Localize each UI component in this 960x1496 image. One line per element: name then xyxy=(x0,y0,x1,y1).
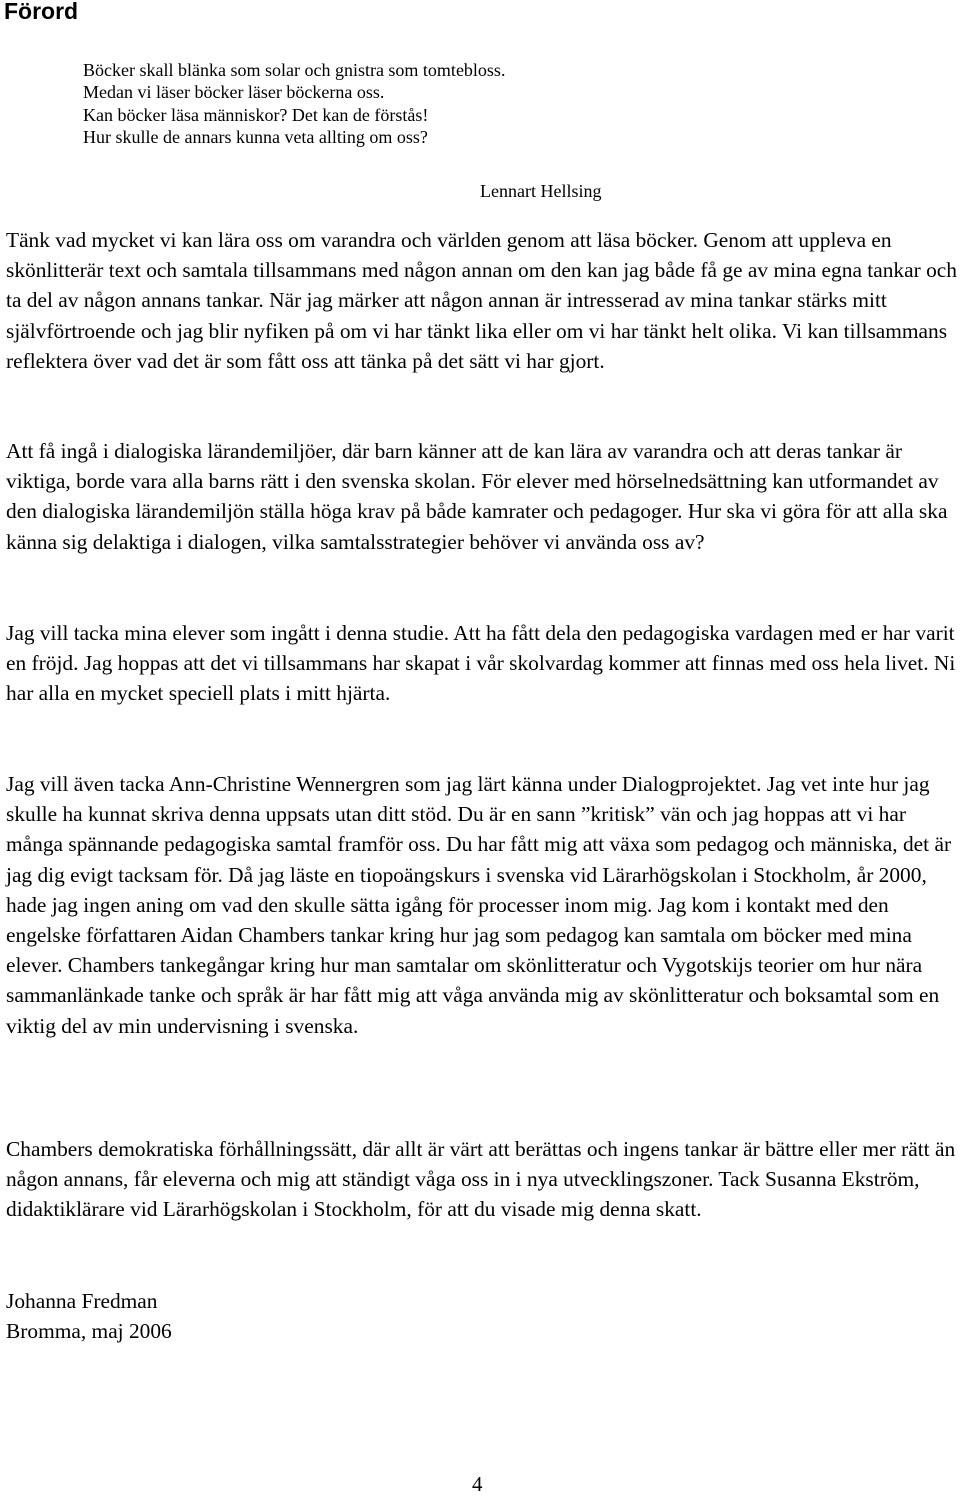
poem-author: Lennart Hellsing xyxy=(480,181,602,201)
place-date: Bromma, maj 2006 xyxy=(6,1319,172,1344)
page-number: 4 xyxy=(472,1472,483,1496)
signature-block xyxy=(6,1286,172,1346)
paragraph: Tänk vad mycket vi kan lära oss om varandra och världen genom att läsa böcker. Genom att uppleva en skönlitterär text och samtala tillsammans med någon annan om den kan jag både få ge av mina egna tankar och ta del av någon annans tankar. När jag märker att någon annan är intresserad av mina tankar stärks mitt självförtroende och jag blir nyfiken på om vi har tänkt lika eller om vi har tänkt helt olika. Vi kan tillsammans reflektera över vad det är som fått oss att tänka på det sätt vi har gjort. xyxy=(6,228,957,373)
author-name: Johanna Fredman xyxy=(6,1289,158,1313)
paragraph: Att få ingå i dialogiska lärandemiljöer, där barn känner att de kan lära av varandra och att deras tankar är viktiga, borde vara alla barns rätt i den svenska skolan. För elever med hörselnedsättning kan utformandet av den dialogiska lärandemiljön ställa höga krav på både kamrater och pedagoger. Hur ska vi göra för att alla ska känna sig delaktiga i dialogen, vilka samtalsstrategier behöver vi använda oss av? xyxy=(6,439,948,554)
epigraph-poem xyxy=(83,59,505,149)
poem-line: Hur skulle de annars kunna veta allting om oss? xyxy=(83,127,428,148)
paragraph: Jag vill även tacka Ann-Christine Wennergren som jag lärt känna under Dialogprojektet. Jag vet inte hur jag skulle ha kunnat skriva denna uppsats utan ditt stöd. Du är en sann ”kritisk” vän och jag hoppas att vi har många spännande pedagogiska samtal framför oss. Du har fått mig att växa som pedagog och människa, det är jag dig evigt tacksam för. Då jag läste en tiopoängskurs i svenska vid Lärarhögskolan i Stockholm, år 2000, hade jag ingen aning om vad den skulle sätta igång för processer inom mig. Jag kom i kontakt med den engelske författaren Aidan Chambers tankar kring hur jag som pedagog kan samtala om böcker med mina elever. Chambers tankegångar kring hur man samtalar om skönlitteratur och Vygotskijs teorier om hur nära sammanlänkade tanke och språk är har fått mig att våga använda mig av skönlitteratur och boksamtal som en viktig del av min undervisning i svenska. xyxy=(6,772,952,1038)
page-title: Förord xyxy=(4,0,79,24)
paragraph: Chambers demokratiska förhållningssätt, där allt är värt att berättas och ingens tankar är bättre eller mer rätt än någon annans, får eleverna och mig att ständigt våga oss in i nya utvecklingszoner. Tack Susanna Ekström, didaktiklärare vid Lärarhögskolan i Stockholm, för att du visade mig denna skatt. xyxy=(6,1137,956,1222)
poem-line: Böcker skall blänka som solar och gnistra som tomtebloss. xyxy=(83,60,506,80)
poem-line: Medan vi läser böcker läser böckerna oss. xyxy=(83,82,385,103)
paragraph: Jag vill tacka mina elever som ingått i denna studie. Att ha fått dela den pedagogiska vardagen med er har varit en fröjd. Jag hoppas att det vi tillsammans har skapat i vår skolvardag kommer att finnas med oss hela livet. Ni har alla en mycket speciell plats i mitt hjärta. xyxy=(6,621,956,706)
poem-line: Kan böcker läsa människor? Det kan de förstås! xyxy=(83,104,429,125)
